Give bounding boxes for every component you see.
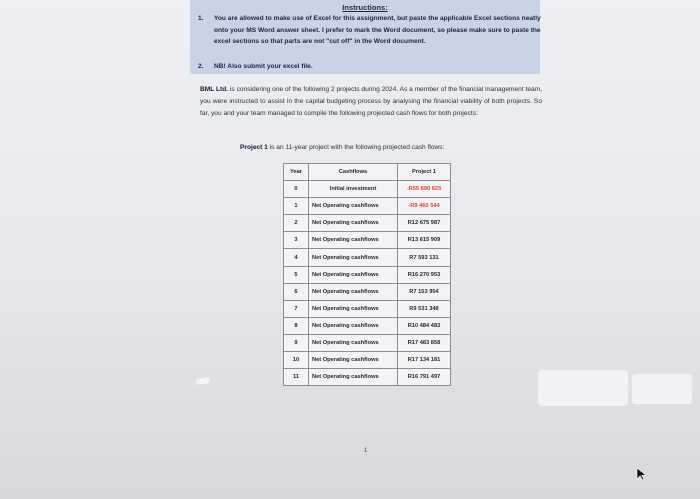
- year-cell: 2: [284, 215, 309, 232]
- glare-mark: [538, 370, 628, 406]
- table-row: [284, 369, 451, 386]
- header-project: Project 1: [398, 164, 451, 181]
- year-cell: 3: [284, 232, 309, 249]
- cashflow-label-cell: Net Operating cashflows: [309, 283, 398, 300]
- cashflow-label-cell: Net Operating cashflows: [309, 369, 398, 386]
- header-year: Year: [284, 164, 309, 181]
- year-cell: 5: [284, 266, 309, 283]
- table-row: [284, 232, 451, 249]
- amount-cell: R12 675 987: [398, 215, 451, 232]
- instruction-item-2: [198, 61, 544, 73]
- glare-mark: [196, 377, 211, 385]
- year-cell: 10: [284, 352, 309, 369]
- cashflow-label-cell: Initial investment: [309, 181, 398, 198]
- amount-cell: R16 791 497: [398, 369, 451, 386]
- year-cell: 8: [284, 317, 309, 334]
- year-cell: 11: [284, 369, 309, 386]
- cashflow-label-cell: Net Operating cashflows: [309, 300, 398, 317]
- amount-cell: R9 531 348: [398, 300, 451, 317]
- table-row: [284, 181, 451, 198]
- instruction-text: NB! Also submit your excel file.: [214, 63, 313, 70]
- amount-cell: R16 270 953: [398, 266, 451, 283]
- project-intro: [240, 144, 444, 151]
- instruction-number: 2.: [198, 63, 204, 70]
- intro-text: is considering one of the following 2 projects during 2024. As a member of the financial management team, you were instructed to assist in the capital budgeting process by analysing the financial viability of both projects. So far, you and your team managed to compile the following projected cash flows for both projects:: [200, 86, 542, 118]
- year-cell: 7: [284, 300, 309, 317]
- intro-paragraph: [200, 84, 542, 121]
- table-row: [284, 300, 451, 317]
- amount-cell: R17 483 858: [398, 334, 451, 351]
- table-header-row: [284, 164, 451, 181]
- amount-cell: R7 153 954: [398, 283, 451, 300]
- cashflow-label-cell: Net Operating cashflows: [309, 266, 398, 283]
- table-row: [284, 198, 451, 215]
- page-number: 1: [364, 448, 368, 454]
- cashflow-label-cell: Net Operating cashflows: [309, 352, 398, 369]
- table-row: [284, 317, 451, 334]
- amount-cell: -R9 460 544: [398, 198, 451, 215]
- cashflow-label-cell: Net Operating cashflows: [309, 215, 398, 232]
- cashflow-label-cell: Net Operating cashflows: [309, 249, 398, 266]
- year-cell: 9: [284, 334, 309, 351]
- table-row: [284, 352, 451, 369]
- cashflow-label-cell: Net Operating cashflows: [309, 198, 398, 215]
- header-cashflows: Cashflows: [309, 164, 398, 181]
- amount-cell: R17 134 181: [398, 352, 451, 369]
- instructions-box: [190, 0, 540, 74]
- year-cell: 4: [284, 249, 309, 266]
- project-intro-text: is an 11-year project with the following projected cash flows:: [267, 144, 445, 151]
- table-body: [284, 181, 451, 386]
- instructions-title: Instructions:: [342, 3, 388, 12]
- year-cell: 6: [284, 283, 309, 300]
- table-row: [284, 266, 451, 283]
- amount-cell: R7 593 131: [398, 249, 451, 266]
- glare-mark: [632, 374, 692, 404]
- cashflow-table: [283, 163, 451, 386]
- year-cell: 0: [284, 181, 309, 198]
- cashflow-label-cell: Net Operating cashflows: [309, 232, 398, 249]
- year-cell: 1: [284, 198, 309, 215]
- table-row: [284, 215, 451, 232]
- amount-cell: -R55 890 625: [398, 181, 451, 198]
- instruction-item-1: [198, 13, 544, 61]
- amount-cell: R10 484 483: [398, 317, 451, 334]
- table-row: [284, 249, 451, 266]
- cashflow-label-cell: Net Operating cashflows: [309, 334, 398, 351]
- mouse-pointer-icon: [636, 467, 648, 481]
- project-label: Project 1: [240, 144, 268, 151]
- company-name: BML Ltd.: [200, 86, 229, 93]
- instruction-number: 1.: [198, 15, 204, 22]
- instruction-text: You are allowed to make use of Excel for this assignment, but paste the applicable Excel sections neatly onto your MS Word answer sheet. I prefer to mark the Word document, so please make sure to paste the excel sections so that parts are not "cut off" in the Word document.: [214, 15, 541, 45]
- table-row: [284, 283, 451, 300]
- cashflow-label-cell: Net Operating cashflows: [309, 317, 398, 334]
- table-row: [284, 334, 451, 351]
- amount-cell: R13 615 909: [398, 232, 451, 249]
